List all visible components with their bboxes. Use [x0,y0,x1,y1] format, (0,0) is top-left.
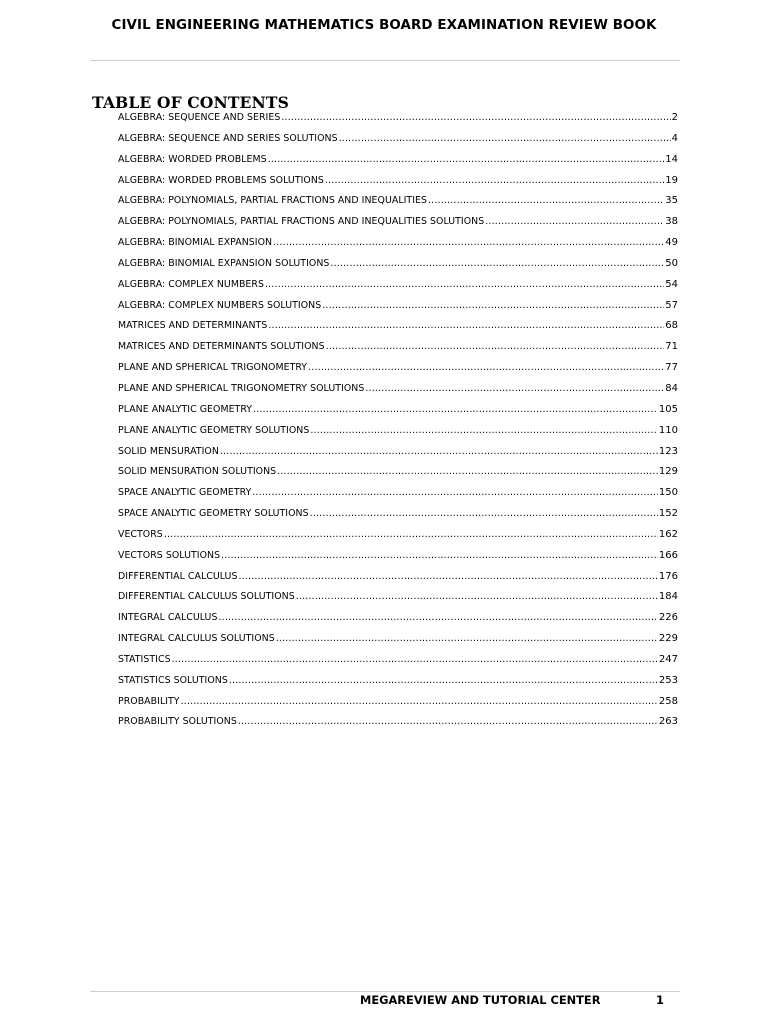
toc-dot-leader [296,587,658,608]
toc-entry-page[interactable]: 152 [658,508,678,520]
toc-entry-page[interactable]: 184 [658,591,678,603]
toc-entry-page[interactable]: 105 [658,403,678,415]
toc-entry-page[interactable]: 68 [665,320,678,332]
toc-dot-leader [310,421,658,442]
toc-dot-leader [339,129,671,150]
toc-entry[interactable] [118,421,678,442]
toc-entry-title[interactable]: ALGEBRA: SEQUENCE AND SERIES [118,112,281,123]
toc-entry[interactable] [118,379,678,400]
toc-entry[interactable] [118,296,678,317]
toc-entry[interactable] [118,442,678,463]
toc-entry-title[interactable]: ALGEBRA: POLYNOMIALS, PARTIAL FRACTIONS AND INEQUALITIES [118,195,427,207]
toc-dot-leader [310,504,658,525]
toc-entry-title[interactable]: PLANE AND SPHERICAL TRIGONOMETRY [118,362,308,374]
toc-entry-title[interactable]: SOLID MENSURATION [118,445,219,457]
toc-dot-leader [252,483,658,504]
toc-entry[interactable] [118,150,678,171]
toc-entry-page[interactable]: 123 [658,445,678,457]
toc-entry[interactable] [118,692,678,713]
toc-entry-title[interactable]: STATISTICS [118,653,171,665]
toc-entry-title[interactable]: VECTORS [118,528,163,540]
toc-entry-title[interactable]: SPACE ANALYTIC GEOMETRY SOLUTIONS [118,508,309,520]
toc-entry-page[interactable]: 49 [665,237,678,249]
toc-entry[interactable] [118,191,678,212]
toc-entry-title[interactable]: SOLID MENSURATION SOLUTIONS [118,466,277,478]
toc-dot-leader [428,191,664,212]
toc-entry-title[interactable]: PLANE ANALYTIC GEOMETRY [118,403,253,415]
toc-list [118,108,678,733]
toc-entry-page[interactable]: 14 [665,153,678,165]
toc-entry-page[interactable]: 258 [658,695,678,707]
toc-dot-leader [268,150,665,171]
toc-entry[interactable] [118,400,678,421]
toc-entry-title[interactable]: MATRICES AND DETERMINANTS SOLUTIONS [118,341,325,353]
toc-entry[interactable] [118,462,678,483]
toc-dot-leader [253,400,658,421]
toc-entry-title[interactable]: VECTORS SOLUTIONS [118,549,221,561]
toc-entry[interactable] [118,587,678,608]
toc-entry-page[interactable]: 176 [658,570,678,582]
toc-entry[interactable] [118,129,678,150]
toc-entry-page[interactable]: 84 [665,382,678,394]
toc-entry-page[interactable]: 253 [658,674,678,686]
toc-entry-page[interactable]: 247 [658,653,678,665]
toc-entry[interactable] [118,212,678,233]
toc-dot-leader [365,379,664,400]
toc-dot-leader [325,171,664,192]
toc-entry[interactable] [118,171,678,192]
header-divider [90,60,680,61]
toc-entry[interactable] [118,650,678,671]
toc-entry[interactable] [118,629,678,650]
toc-entry-title[interactable]: PLANE AND SPHERICAL TRIGONOMETRY SOLUTIONS [118,382,365,394]
toc-entry[interactable] [118,233,678,254]
toc-entry-title[interactable]: ALGEBRA: WORDED PROBLEMS [118,153,267,165]
toc-dot-leader [221,546,658,567]
toc-dot-leader [485,212,664,233]
toc-entry-page[interactable]: 263 [658,716,678,728]
toc-entry-page[interactable]: 229 [658,633,678,645]
toc-dot-leader [277,462,658,483]
toc-entry-title[interactable]: ALGEBRA: COMPLEX NUMBERS SOLUTIONS [118,299,322,311]
running-header: CIVIL ENGINEERING MATHEMATICS BOARD EXAMINATION REVIEW BOOK [111,18,657,33]
toc-dot-leader [238,567,657,588]
toc-entry[interactable] [118,337,678,358]
footer-page-number: 1 [656,993,664,1007]
toc-entry-page[interactable]: 162 [658,528,678,540]
toc-entry[interactable] [118,316,678,337]
toc-entry-page[interactable]: 4 [671,132,678,144]
footer-divider [90,991,680,992]
toc-entry[interactable] [118,712,678,733]
toc-dot-leader [172,650,658,671]
toc-dot-leader [326,337,665,358]
toc-entry-title[interactable]: ALGEBRA: POLYNOMIALS, PARTIAL FRACTIONS AND INEQUALITIES SOLUTIONS [118,216,485,228]
toc-dot-leader [238,712,658,733]
toc-entry-page[interactable]: 57 [665,299,678,311]
toc-entry[interactable] [118,671,678,692]
toc-entry[interactable] [118,567,678,588]
toc-dot-leader [220,442,658,463]
footer-center-name: MEGAREVIEW AND TUTORIAL CENTER [360,993,601,1007]
toc-dot-leader [268,316,664,337]
toc-entry[interactable] [118,275,678,296]
toc-heading: TABLE OF CONTENTS [92,93,289,112]
toc-entry-page[interactable]: 77 [665,362,678,374]
toc-dot-leader [276,629,658,650]
toc-dot-leader [322,296,664,317]
toc-dot-leader [218,608,657,629]
toc-entry[interactable] [118,483,678,504]
toc-dot-leader [265,275,664,296]
toc-entry-title[interactable]: PROBABILITY [118,695,180,707]
toc-dot-leader [273,233,664,254]
toc-entry-title[interactable]: INTEGRAL CALCULUS SOLUTIONS [118,633,275,645]
toc-entry[interactable] [118,608,678,629]
toc-entry-page[interactable]: 54 [665,278,678,290]
toc-entry-title[interactable]: PROBABILITY SOLUTIONS [118,716,237,728]
toc-entry-title[interactable]: ALGEBRA: SEQUENCE AND SERIES SOLUTIONS [118,132,338,144]
toc-entry-page[interactable]: 38 [665,216,678,228]
toc-entry-title[interactable]: ALGEBRA: COMPLEX NUMBERS [118,278,264,290]
toc-entry-title[interactable]: MATRICES AND DETERMINANTS [118,320,268,332]
toc-dot-leader [229,671,658,692]
toc-entry[interactable] [118,546,678,567]
toc-entry[interactable] [118,504,678,525]
toc-dot-leader [308,358,664,379]
toc-entry-page[interactable]: 166 [658,549,678,561]
toc-entry-title[interactable]: ALGEBRA: BINOMIAL EXPANSION [118,237,273,249]
toc-entry-page[interactable]: 71 [665,341,678,353]
toc-dot-leader [330,254,664,275]
toc-entry-page[interactable]: 129 [658,466,678,478]
toc-entry-title[interactable]: DIFFERENTIAL CALCULUS [118,570,238,582]
toc-entry-title[interactable]: SPACE ANALYTIC GEOMETRY [118,487,252,499]
toc-entry-page[interactable]: 50 [665,257,678,269]
toc-entry-title[interactable]: INTEGRAL CALCULUS [118,612,218,624]
toc-entry-title[interactable]: STATISTICS SOLUTIONS [118,674,228,686]
toc-entry[interactable] [118,108,678,129]
toc-entry-title[interactable]: DIFFERENTIAL CALCULUS SOLUTIONS [118,591,295,603]
toc-entry-page[interactable]: 2 [671,112,678,123]
toc-entry-title[interactable]: ALGEBRA: BINOMIAL EXPANSION SOLUTIONS [118,257,330,269]
toc-entry-title[interactable]: ALGEBRA: WORDED PROBLEMS SOLUTIONS [118,174,324,186]
toc-dot-leader [164,525,658,546]
toc-dot-leader [181,692,658,713]
toc-entry[interactable] [118,525,678,546]
toc-entry[interactable] [118,254,678,275]
toc-entry-page[interactable]: 150 [658,487,678,499]
toc-entry-title[interactable]: PLANE ANALYTIC GEOMETRY SOLUTIONS [118,424,310,436]
toc-entry-page[interactable]: 226 [658,612,678,624]
toc-entry[interactable] [118,358,678,379]
toc-entry-page[interactable]: 35 [665,195,678,207]
toc-entry-page[interactable]: 19 [665,174,678,186]
toc-dot-leader [281,108,670,129]
toc-entry-page[interactable]: 110 [658,424,678,436]
